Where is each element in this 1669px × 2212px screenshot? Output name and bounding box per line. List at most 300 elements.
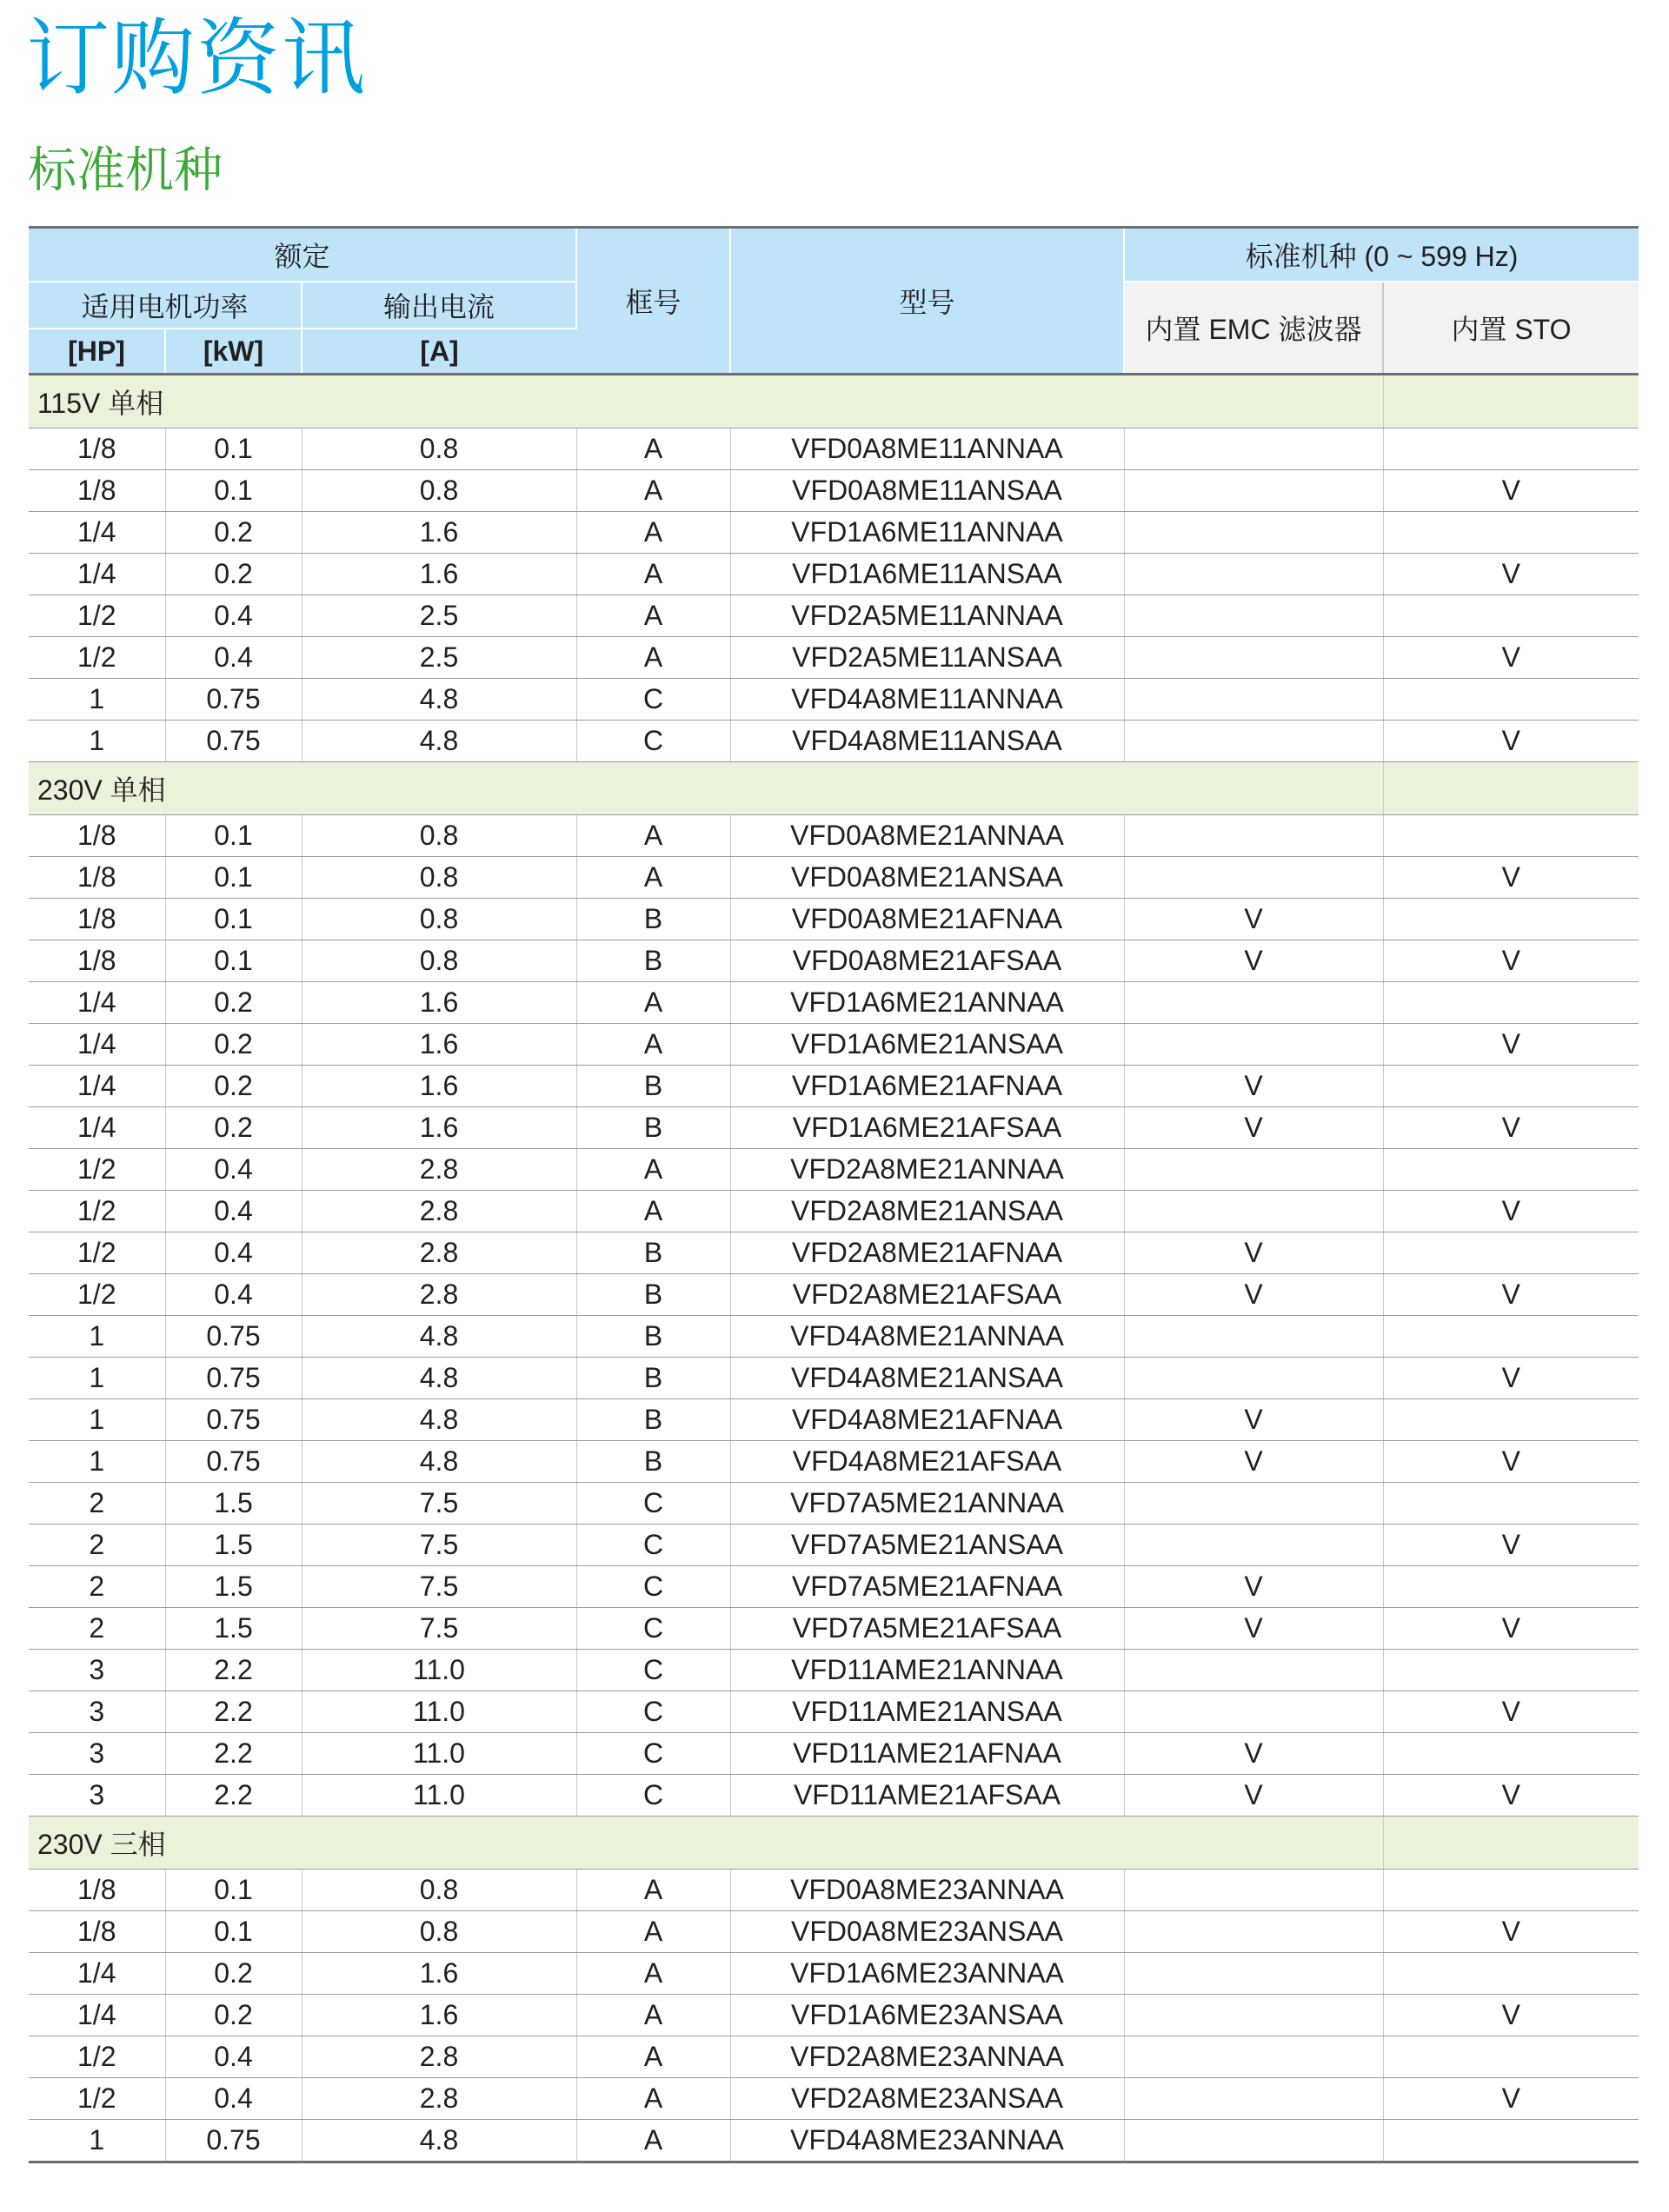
- section-row: [29, 375, 1639, 428]
- cell-frame: A: [576, 1870, 730, 1911]
- cell-sto: [1383, 899, 1639, 940]
- cell-sto: V: [1383, 1441, 1639, 1483]
- cell-model: VFD1A6ME21AFSAA: [730, 1107, 1124, 1149]
- section-row: [29, 1817, 1639, 1870]
- cell-model: VFD2A8ME23ANSAA: [730, 2078, 1124, 2120]
- cell-model: VFD4A8ME11ANNAA: [730, 679, 1124, 721]
- cell-model: VFD2A5ME11ANNAA: [730, 595, 1124, 637]
- cell-emc: [1124, 1650, 1383, 1691]
- cell-current: 0.8: [302, 899, 576, 940]
- cell-current: 0.8: [302, 1911, 576, 1953]
- table-row: [29, 982, 1639, 1024]
- header-sto: 内置 STO: [1383, 282, 1639, 375]
- ordering-table: [29, 226, 1639, 2163]
- cell-current: 2.8: [302, 1232, 576, 1274]
- cell-kw: 0.2: [165, 1107, 302, 1149]
- header-emc: 内置 EMC 滤波器: [1124, 282, 1383, 375]
- cell-model: VFD0A8ME23ANSAA: [730, 1911, 1124, 1953]
- cell-sto: V: [1383, 554, 1639, 595]
- cell-emc: [1124, 679, 1383, 721]
- cell-sto: [1383, 1483, 1639, 1524]
- cell-emc: [1124, 595, 1383, 637]
- cell-frame: B: [576, 1274, 730, 1316]
- cell-hp: 1/4: [29, 1953, 165, 1995]
- cell-current: 4.8: [302, 2120, 576, 2162]
- cell-frame: A: [576, 982, 730, 1024]
- cell-emc: [1124, 512, 1383, 554]
- table-row: [29, 721, 1639, 762]
- cell-sto: V: [1383, 721, 1639, 762]
- cell-hp: 3: [29, 1775, 165, 1817]
- cell-kw: 1.5: [165, 1566, 302, 1608]
- cell-kw: 0.75: [165, 679, 302, 721]
- cell-model: VFD0A8ME11ANSAA: [730, 470, 1124, 512]
- cell-current: 11.0: [302, 1775, 576, 1817]
- table-row: [29, 899, 1639, 940]
- table-row: [29, 1483, 1639, 1524]
- cell-kw: 0.75: [165, 1399, 302, 1441]
- cell-current: 7.5: [302, 1566, 576, 1608]
- section-spacer: [1383, 762, 1639, 815]
- cell-hp: 1/4: [29, 1107, 165, 1149]
- cell-sto: [1383, 1399, 1639, 1441]
- cell-frame: B: [576, 1441, 730, 1483]
- table-row: [29, 679, 1639, 721]
- section-subtitle: 标准机种: [28, 143, 223, 197]
- table-row: [29, 554, 1639, 595]
- table-row: [29, 2120, 1639, 2162]
- cell-model: VFD0A8ME21ANNAA: [730, 815, 1124, 857]
- cell-kw: 2.2: [165, 1691, 302, 1733]
- cell-sto: [1383, 815, 1639, 857]
- cell-sto: [1383, 1232, 1639, 1274]
- cell-model: VFD1A6ME21ANSAA: [730, 1024, 1124, 1066]
- table-row: [29, 1107, 1639, 1149]
- cell-current: 1.6: [302, 982, 576, 1024]
- cell-sto: V: [1383, 1608, 1639, 1650]
- cell-model: VFD4A8ME21AFNAA: [730, 1399, 1124, 1441]
- cell-frame: A: [576, 2078, 730, 2120]
- cell-sto: V: [1383, 1274, 1639, 1316]
- cell-model: VFD1A6ME23ANNAA: [730, 1953, 1124, 1995]
- cell-hp: 2: [29, 1566, 165, 1608]
- cell-model: VFD2A5ME11ANSAA: [730, 637, 1124, 679]
- cell-emc: [1124, 1191, 1383, 1232]
- cell-model: VFD1A6ME21ANNAA: [730, 982, 1124, 1024]
- header-rated: 额定: [29, 228, 576, 282]
- cell-current: 0.8: [302, 470, 576, 512]
- cell-model: VFD4A8ME21ANNAA: [730, 1316, 1124, 1358]
- cell-hp: 1/8: [29, 1870, 165, 1911]
- cell-sto: [1383, 1316, 1639, 1358]
- cell-emc: V: [1124, 940, 1383, 982]
- cell-current: 2.8: [302, 2078, 576, 2120]
- cell-hp: 1/8: [29, 857, 165, 899]
- cell-sto: [1383, 982, 1639, 1024]
- cell-sto: V: [1383, 857, 1639, 899]
- table-row: [29, 512, 1639, 554]
- cell-kw: 1.5: [165, 1483, 302, 1524]
- cell-model: VFD1A6ME11ANNAA: [730, 512, 1124, 554]
- cell-sto: [1383, 1953, 1639, 1995]
- cell-kw: 1.5: [165, 1524, 302, 1566]
- cell-hp: 1/2: [29, 1149, 165, 1191]
- cell-frame: A: [576, 1995, 730, 2036]
- cell-current: 0.8: [302, 815, 576, 857]
- cell-sto: [1383, 1870, 1639, 1911]
- cell-sto: V: [1383, 2078, 1639, 2120]
- cell-hp: 1/4: [29, 1024, 165, 1066]
- cell-emc: [1124, 2120, 1383, 2162]
- cell-current: 4.8: [302, 1441, 576, 1483]
- cell-model: VFD2A8ME23ANNAA: [730, 2036, 1124, 2078]
- cell-model: VFD4A8ME11ANSAA: [730, 721, 1124, 762]
- cell-emc: [1124, 1024, 1383, 1066]
- cell-kw: 0.4: [165, 2036, 302, 2078]
- table-row: [29, 2078, 1639, 2120]
- table-row: [29, 2036, 1639, 2078]
- cell-frame: C: [576, 1691, 730, 1733]
- section-label: 230V 三相: [29, 1817, 1383, 1870]
- cell-kw: 0.1: [165, 428, 302, 470]
- cell-kw: 0.1: [165, 940, 302, 982]
- cell-model: VFD0A8ME21AFSAA: [730, 940, 1124, 982]
- cell-sto: V: [1383, 940, 1639, 982]
- cell-emc: [1124, 815, 1383, 857]
- table-row: [29, 1524, 1639, 1566]
- cell-sto: [1383, 512, 1639, 554]
- cell-emc: [1124, 637, 1383, 679]
- cell-hp: 3: [29, 1650, 165, 1691]
- cell-sto: [1383, 2120, 1639, 2162]
- table-row: [29, 1316, 1639, 1358]
- cell-frame: A: [576, 2036, 730, 2078]
- table-row: [29, 1566, 1639, 1608]
- cell-frame: A: [576, 595, 730, 637]
- cell-kw: 0.4: [165, 1232, 302, 1274]
- table-row: [29, 1358, 1639, 1399]
- cell-emc: [1124, 721, 1383, 762]
- table-row: [29, 1870, 1639, 1911]
- cell-sto: [1383, 1149, 1639, 1191]
- cell-frame: B: [576, 940, 730, 982]
- cell-current: 2.8: [302, 1149, 576, 1191]
- cell-frame: B: [576, 1399, 730, 1441]
- cell-model: VFD7A5ME21ANSAA: [730, 1524, 1124, 1566]
- cell-hp: 1: [29, 679, 165, 721]
- cell-current: 11.0: [302, 1650, 576, 1691]
- cell-frame: A: [576, 637, 730, 679]
- header-standard: 标准机种 (0 ~ 599 Hz): [1124, 228, 1639, 282]
- table-row: [29, 637, 1639, 679]
- cell-kw: 2.2: [165, 1650, 302, 1691]
- cell-kw: 0.75: [165, 1441, 302, 1483]
- cell-emc: V: [1124, 1399, 1383, 1441]
- cell-hp: 1/2: [29, 595, 165, 637]
- cell-hp: 1/2: [29, 1191, 165, 1232]
- cell-kw: 0.1: [165, 899, 302, 940]
- header-motor-power: 适用电机功率: [29, 282, 302, 329]
- table-body: [29, 375, 1639, 2162]
- cell-sto: V: [1383, 1107, 1639, 1149]
- cell-model: VFD4A8ME21AFSAA: [730, 1441, 1124, 1483]
- cell-sto: [1383, 1733, 1639, 1775]
- cell-frame: C: [576, 721, 730, 762]
- table-row: [29, 1775, 1639, 1817]
- cell-frame: B: [576, 1316, 730, 1358]
- cell-sto: [1383, 679, 1639, 721]
- cell-emc: [1124, 1691, 1383, 1733]
- cell-hp: 1/4: [29, 554, 165, 595]
- cell-hp: 1/2: [29, 1274, 165, 1316]
- cell-frame: B: [576, 1066, 730, 1107]
- table-row: [29, 1441, 1639, 1483]
- table-row: [29, 470, 1639, 512]
- cell-kw: 0.2: [165, 1066, 302, 1107]
- cell-hp: 2: [29, 1483, 165, 1524]
- cell-sto: V: [1383, 1775, 1639, 1817]
- cell-current: 4.8: [302, 721, 576, 762]
- cell-emc: V: [1124, 1608, 1383, 1650]
- cell-model: VFD11AME21AFSAA: [730, 1775, 1124, 1817]
- cell-frame: C: [576, 1524, 730, 1566]
- section-spacer: [1383, 375, 1639, 428]
- cell-current: 1.6: [302, 512, 576, 554]
- cell-sto: V: [1383, 470, 1639, 512]
- cell-kw: 0.4: [165, 2078, 302, 2120]
- cell-emc: [1124, 1316, 1383, 1358]
- cell-model: VFD2A8ME21ANNAA: [730, 1149, 1124, 1191]
- cell-model: VFD7A5ME21ANNAA: [730, 1483, 1124, 1524]
- cell-model: VFD0A8ME23ANNAA: [730, 1870, 1124, 1911]
- table-row: [29, 940, 1639, 982]
- cell-current: 1.6: [302, 1953, 576, 1995]
- cell-current: 4.8: [302, 679, 576, 721]
- cell-emc: [1124, 470, 1383, 512]
- cell-current: 1.6: [302, 1107, 576, 1149]
- table-header: [29, 228, 1639, 375]
- cell-kw: 0.4: [165, 1274, 302, 1316]
- cell-frame: B: [576, 1107, 730, 1149]
- page-title: 订购资讯: [26, 12, 367, 105]
- cell-frame: C: [576, 1733, 730, 1775]
- cell-sto: V: [1383, 1911, 1639, 1953]
- cell-model: VFD0A8ME11ANNAA: [730, 428, 1124, 470]
- cell-hp: 1/8: [29, 899, 165, 940]
- cell-frame: A: [576, 1911, 730, 1953]
- cell-current: 2.8: [302, 1274, 576, 1316]
- cell-kw: 2.2: [165, 1775, 302, 1817]
- cell-hp: 1/2: [29, 2078, 165, 2120]
- cell-current: 1.6: [302, 554, 576, 595]
- cell-model: VFD2A8ME21AFNAA: [730, 1232, 1124, 1274]
- cell-emc: V: [1124, 1775, 1383, 1817]
- table-row: [29, 857, 1639, 899]
- cell-hp: 1: [29, 1358, 165, 1399]
- cell-hp: 1/8: [29, 1911, 165, 1953]
- cell-hp: 2: [29, 1608, 165, 1650]
- cell-model: VFD11AME21ANNAA: [730, 1650, 1124, 1691]
- cell-model: VFD7A5ME21AFSAA: [730, 1608, 1124, 1650]
- cell-emc: [1124, 428, 1383, 470]
- cell-current: 4.8: [302, 1358, 576, 1399]
- cell-hp: 1/8: [29, 428, 165, 470]
- cell-frame: A: [576, 815, 730, 857]
- header-output-current: 输出电流: [302, 282, 576, 329]
- cell-frame: C: [576, 1483, 730, 1524]
- table-row: [29, 1066, 1639, 1107]
- cell-emc: [1124, 1524, 1383, 1566]
- section-row: [29, 762, 1639, 815]
- header-model: 型号: [730, 228, 1124, 375]
- cell-kw: 2.2: [165, 1733, 302, 1775]
- cell-kw: 0.2: [165, 512, 302, 554]
- header-kw: [kW]: [165, 329, 302, 375]
- cell-frame: C: [576, 1566, 730, 1608]
- cell-kw: 0.2: [165, 982, 302, 1024]
- cell-current: 11.0: [302, 1733, 576, 1775]
- cell-current: 2.8: [302, 1191, 576, 1232]
- cell-sto: [1383, 1566, 1639, 1608]
- cell-current: 2.8: [302, 2036, 576, 2078]
- cell-kw: 0.75: [165, 1358, 302, 1399]
- cell-emc: V: [1124, 1566, 1383, 1608]
- cell-frame: A: [576, 1024, 730, 1066]
- cell-kw: 0.75: [165, 2120, 302, 2162]
- cell-kw: 0.1: [165, 857, 302, 899]
- cell-sto: [1383, 2036, 1639, 2078]
- table-row: [29, 1191, 1639, 1232]
- cell-model: VFD1A6ME23ANSAA: [730, 1995, 1124, 2036]
- cell-model: VFD0A8ME21AFNAA: [730, 899, 1124, 940]
- cell-sto: [1383, 1066, 1639, 1107]
- cell-frame: A: [576, 554, 730, 595]
- table-row: [29, 1149, 1639, 1191]
- cell-emc: [1124, 1953, 1383, 1995]
- table-row: [29, 1608, 1639, 1650]
- cell-hp: 1: [29, 2120, 165, 2162]
- cell-frame: B: [576, 1358, 730, 1399]
- cell-model: VFD4A8ME23ANNAA: [730, 2120, 1124, 2162]
- cell-sto: [1383, 595, 1639, 637]
- cell-frame: C: [576, 1650, 730, 1691]
- section-label: 115V 单相: [29, 375, 1383, 428]
- cell-sto: [1383, 428, 1639, 470]
- cell-kw: 0.4: [165, 1191, 302, 1232]
- section-spacer: [1383, 1817, 1639, 1870]
- table-row: [29, 1911, 1639, 1953]
- cell-kw: 0.2: [165, 1995, 302, 2036]
- cell-hp: 1/8: [29, 815, 165, 857]
- cell-sto: V: [1383, 1995, 1639, 2036]
- cell-emc: [1124, 1483, 1383, 1524]
- cell-kw: 0.2: [165, 1024, 302, 1066]
- cell-hp: 1/2: [29, 637, 165, 679]
- cell-kw: 0.2: [165, 1953, 302, 1995]
- cell-current: 0.8: [302, 1870, 576, 1911]
- cell-current: 7.5: [302, 1608, 576, 1650]
- cell-hp: 1/4: [29, 1066, 165, 1107]
- cell-kw: 0.4: [165, 1149, 302, 1191]
- cell-sto: V: [1383, 1191, 1639, 1232]
- cell-current: 7.5: [302, 1483, 576, 1524]
- cell-kw: 0.1: [165, 1911, 302, 1953]
- cell-emc: V: [1124, 1274, 1383, 1316]
- cell-kw: 0.2: [165, 554, 302, 595]
- header-amp: [A]: [302, 329, 576, 375]
- cell-hp: 1/8: [29, 470, 165, 512]
- cell-frame: C: [576, 1608, 730, 1650]
- cell-current: 0.8: [302, 940, 576, 982]
- cell-emc: [1124, 1870, 1383, 1911]
- cell-frame: A: [576, 2120, 730, 2162]
- cell-hp: 1: [29, 1399, 165, 1441]
- cell-model: VFD2A8ME21AFSAA: [730, 1274, 1124, 1316]
- cell-emc: V: [1124, 1107, 1383, 1149]
- header-frame: 框号: [576, 228, 730, 375]
- table-row: [29, 1274, 1639, 1316]
- cell-hp: 1: [29, 721, 165, 762]
- table-row: [29, 815, 1639, 857]
- cell-emc: [1124, 1911, 1383, 1953]
- cell-emc: [1124, 857, 1383, 899]
- cell-hp: 3: [29, 1691, 165, 1733]
- cell-emc: [1124, 1358, 1383, 1399]
- cell-frame: B: [576, 899, 730, 940]
- cell-frame: A: [576, 428, 730, 470]
- cell-frame: B: [576, 1232, 730, 1274]
- cell-emc: [1124, 554, 1383, 595]
- cell-sto: V: [1383, 1024, 1639, 1066]
- cell-hp: 1: [29, 1316, 165, 1358]
- cell-hp: 2: [29, 1524, 165, 1566]
- cell-model: VFD7A5ME21AFNAA: [730, 1566, 1124, 1608]
- cell-hp: 1/2: [29, 1232, 165, 1274]
- cell-kw: 0.4: [165, 637, 302, 679]
- cell-hp: 3: [29, 1733, 165, 1775]
- table-row: [29, 1399, 1639, 1441]
- cell-sto: [1383, 1650, 1639, 1691]
- table-row: [29, 428, 1639, 470]
- cell-kw: 0.75: [165, 721, 302, 762]
- cell-model: VFD0A8ME21ANSAA: [730, 857, 1124, 899]
- cell-hp: 1/2: [29, 2036, 165, 2078]
- cell-model: VFD4A8ME21ANSAA: [730, 1358, 1124, 1399]
- header-hp: [HP]: [29, 329, 165, 375]
- cell-sto: V: [1383, 1358, 1639, 1399]
- cell-kw: 0.4: [165, 595, 302, 637]
- cell-current: 11.0: [302, 1691, 576, 1733]
- cell-current: 2.5: [302, 595, 576, 637]
- cell-model: VFD2A8ME21ANSAA: [730, 1191, 1124, 1232]
- cell-hp: 1/4: [29, 982, 165, 1024]
- cell-sto: V: [1383, 1691, 1639, 1733]
- cell-frame: C: [576, 1775, 730, 1817]
- cell-model: VFD11AME21AFNAA: [730, 1733, 1124, 1775]
- cell-kw: 0.1: [165, 470, 302, 512]
- cell-current: 1.6: [302, 1066, 576, 1107]
- cell-frame: A: [576, 1149, 730, 1191]
- table-row: [29, 1691, 1639, 1733]
- cell-frame: A: [576, 512, 730, 554]
- cell-hp: 1: [29, 1441, 165, 1483]
- cell-kw: 1.5: [165, 1608, 302, 1650]
- table-row: [29, 1953, 1639, 1995]
- cell-frame: A: [576, 1953, 730, 1995]
- section-label: 230V 单相: [29, 762, 1383, 815]
- cell-model: VFD1A6ME21AFNAA: [730, 1066, 1124, 1107]
- cell-sto: V: [1383, 637, 1639, 679]
